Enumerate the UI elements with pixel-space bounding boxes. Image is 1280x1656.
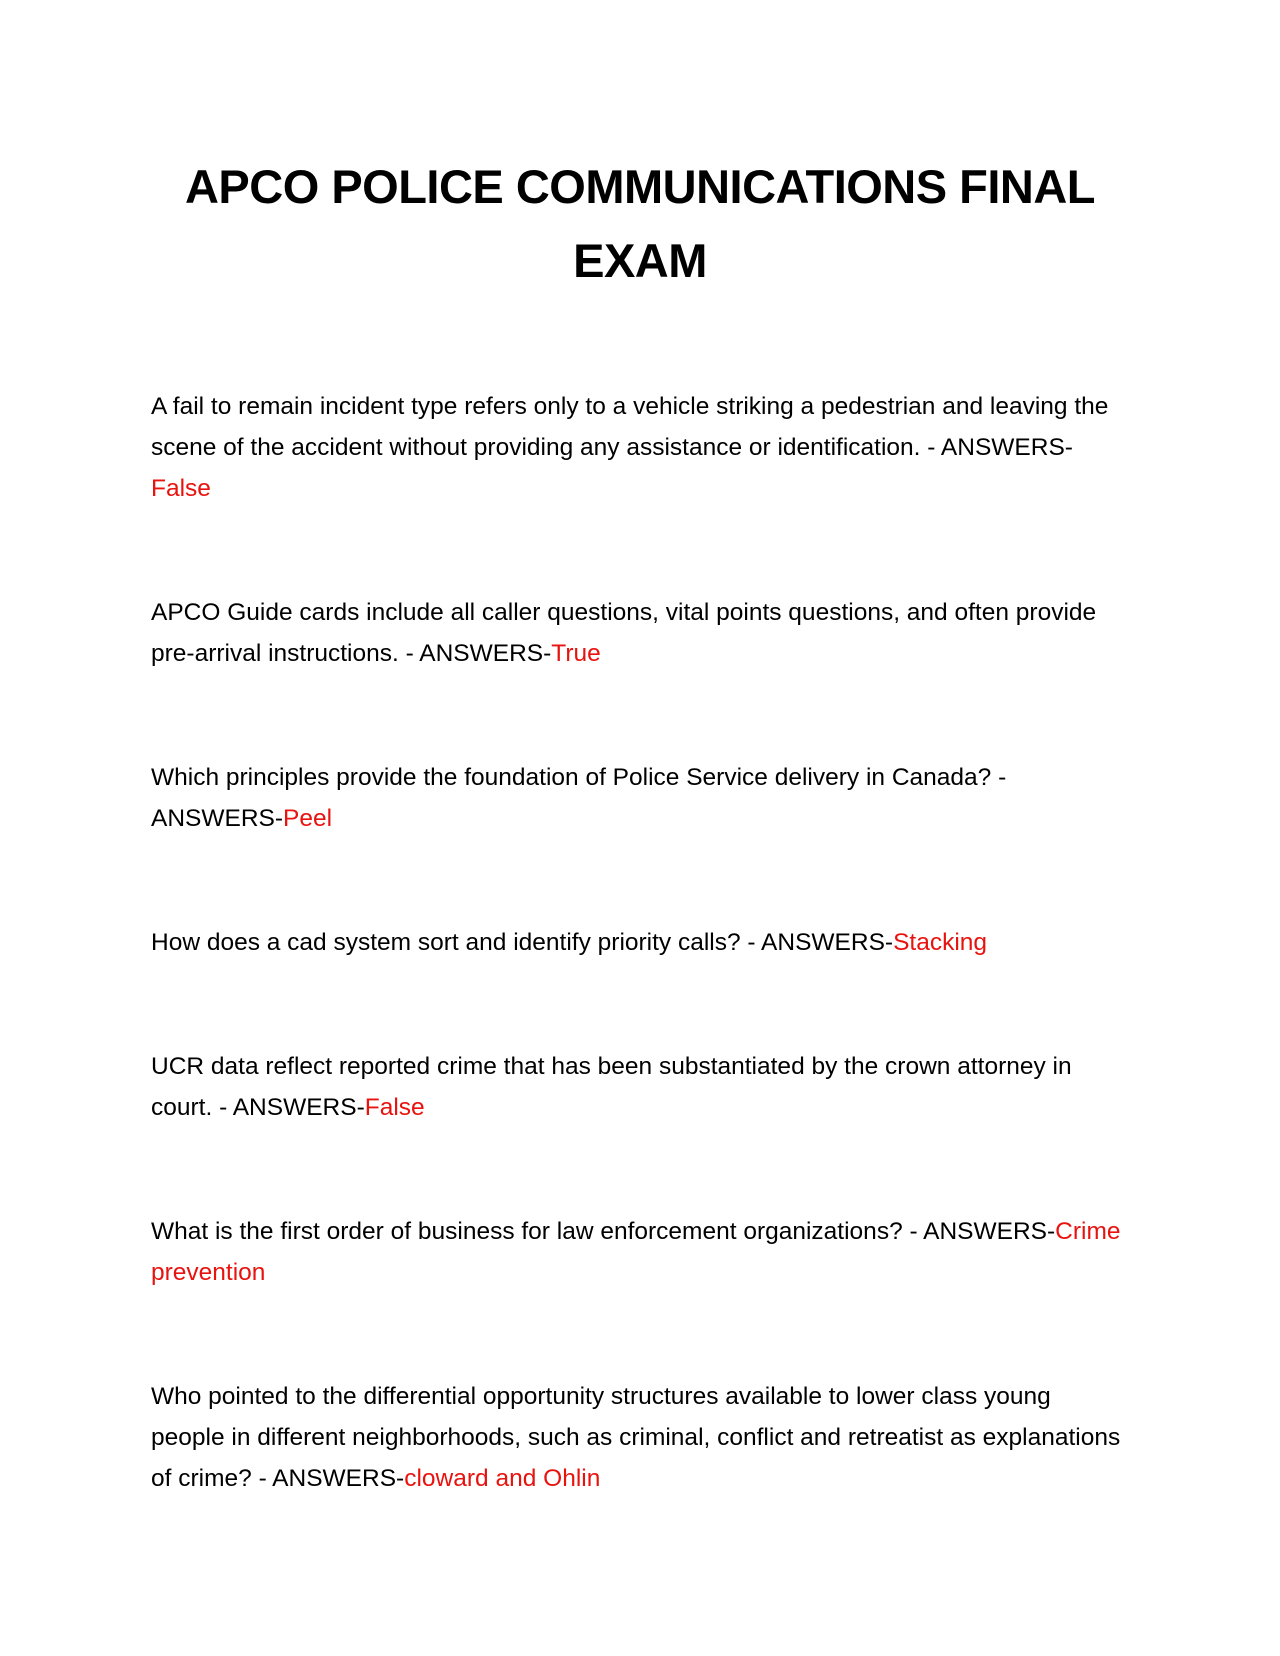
qa-item (151, 1376, 1131, 1499)
answer-text: True (551, 640, 601, 667)
answer-label: - ANSWERS- (212, 1094, 365, 1121)
answer-text: False (364, 1094, 425, 1121)
answer-text: Crime prevention (151, 1218, 1121, 1286)
answer-text: False (151, 475, 211, 502)
answer-label: - ANSWERS- (740, 929, 894, 956)
answer-label: - ANSWERS- (920, 434, 1073, 461)
question-text: Who pointed to the differential opportunity structures available to lower class young people in different neighborhoods, such as criminal, conflict and retreatist as explanations of crime? (151, 1383, 1121, 1492)
qa-item (151, 1046, 1131, 1128)
qa-item (151, 592, 1131, 674)
question-text: Which principles provide the foundation of Police Service delivery in Canada? (151, 764, 992, 791)
answer-label: - ANSWERS- (251, 1465, 405, 1492)
question-text: How does a cad system sort and identify priority calls? (151, 929, 741, 956)
question-text: UCR data reflect reported crime that has been substantiated by the crown attorney in court. (151, 1053, 1072, 1121)
qa-item (151, 1211, 1131, 1293)
qa-item (151, 386, 1131, 509)
answer-label: - ANSWERS- (398, 640, 552, 667)
question-text: What is the first order of business for law enforcement organizations? (151, 1218, 903, 1245)
question-text: APCO Guide cards include all caller questions, vital points questions, and often provide pre-arrival instructions. (151, 599, 1097, 667)
answer-label: - ANSWERS- (902, 1218, 1056, 1245)
answer-label: - ANSWERS- (151, 764, 1007, 832)
qa-item (151, 922, 1131, 963)
answer-text: cloward and Ohlin (404, 1465, 601, 1492)
answer-text: Stacking (893, 929, 988, 956)
question-text: A fail to remain incident type refers only to a vehicle striking a pedestrian and leaving the scene of the accident without providing any assistance or identification. (151, 393, 1109, 461)
page-title: APCO POLICE COMMUNICATIONS FINAL EXAM (184, 160, 1096, 287)
qa-item (151, 757, 1131, 839)
answer-text: Peel (283, 805, 333, 832)
